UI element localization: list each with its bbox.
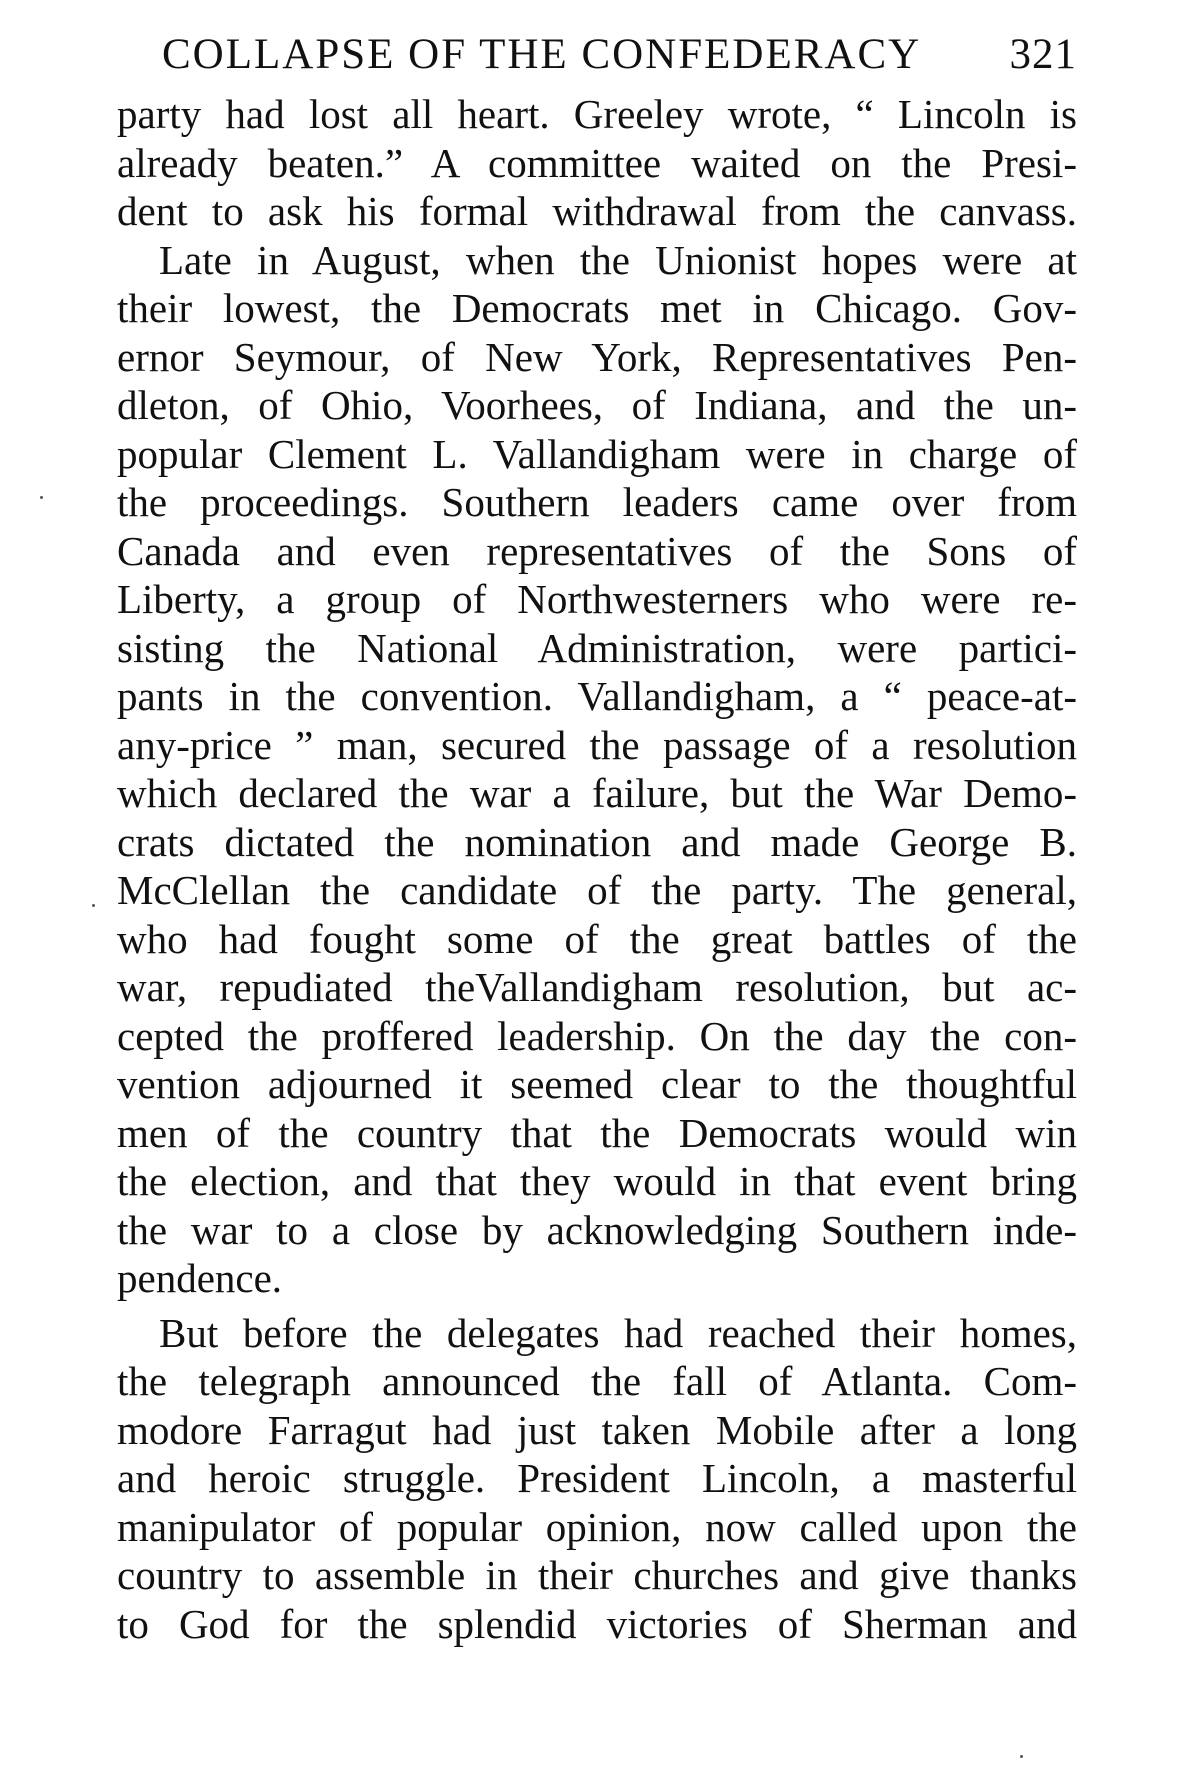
running-head [117,28,1077,82]
text-line: party had lost all heart. Greeley wrote, “ Lincoln is [117,91,1077,137]
text-line: McClellan the candidate of the party. The general, [117,867,1077,913]
text-line: the proceedings. Southern leaders came over from [117,479,1077,525]
text-line: which declared the war a failure, but the War Demo- [117,770,1077,816]
text-line: Canada and even representatives of the Sons of [117,527,1077,574]
text-line: the war to a close by acknowledging Southern inde- [117,1206,1077,1253]
scan-speck [1020,1755,1023,1758]
text-line: pants in the convention. Vallandigham, a “ peace-at- [117,673,1077,719]
text-line: ernor Seymour, of New York, Representatives Pen- [117,333,1077,380]
text-line: any-price ” man, secured the passage of a resolution [117,721,1077,768]
text-line: dleton, of Ohio, Voorhees, of Indiana, and the un- [117,382,1077,428]
scan-speck [92,904,95,907]
text-line: country to assemble in their churches and give thanks [117,1552,1077,1598]
text-line: vention adjourned it seemed clear to the thoughtful [117,1061,1077,1107]
text-line: the telegraph announced the fall of Atlanta. Com- [117,1358,1077,1404]
text-line: modore Farragut had just taken Mobile after a long [117,1406,1077,1453]
text-line: crats dictated the nomination and made George B. [117,818,1077,865]
paragraph-3 [117,1309,1077,1649]
text-line: sisting the National Administration, were partici- [117,624,1077,671]
text-line: already beaten.” A committee waited on the Presi- [117,139,1077,186]
page-number: 321 [1009,31,1077,78]
book-page [117,28,1077,1648]
text-line: cepted the proffered leadership. On the day the con- [117,1012,1077,1059]
text-line: and heroic struggle. President Lincoln, a masterful [117,1455,1077,1501]
text-line: Late in August, when the Unionist hopes were at [159,236,1077,283]
text-line: manipulator of popular opinion, now called upon the [117,1503,1077,1550]
paragraph-1 [117,90,1077,236]
body-text [117,90,1077,1648]
text-line: their lowest, the Democrats met in Chicago. Gov- [117,285,1077,331]
scan-speck [40,496,43,499]
text-line: popular Clement L. Vallandigham were in charge of [117,430,1077,477]
text-line: dent to ask his formal withdrawal from the canvass. [117,188,1077,234]
running-head-title: COLLAPSE OF THE CONFEDERACY [162,31,922,78]
text-line: pendence. [117,1255,283,1301]
text-line: the election, and that they would in that event bring [117,1158,1077,1204]
paragraph-2 [117,236,1077,1303]
text-line: who had fought some of the great battles of the [117,915,1077,962]
text-line: Liberty, a group of Northwesterners who were re- [117,576,1077,622]
text-line: men of the country that the Democrats would win [117,1109,1077,1156]
text-line: to God for the splendid victories of Sherman and [117,1600,1077,1647]
text-line: war, repudiated theVallandigham resolution, but ac- [117,964,1077,1010]
text-line: But before the delegates had reached their homes, [159,1309,1077,1356]
